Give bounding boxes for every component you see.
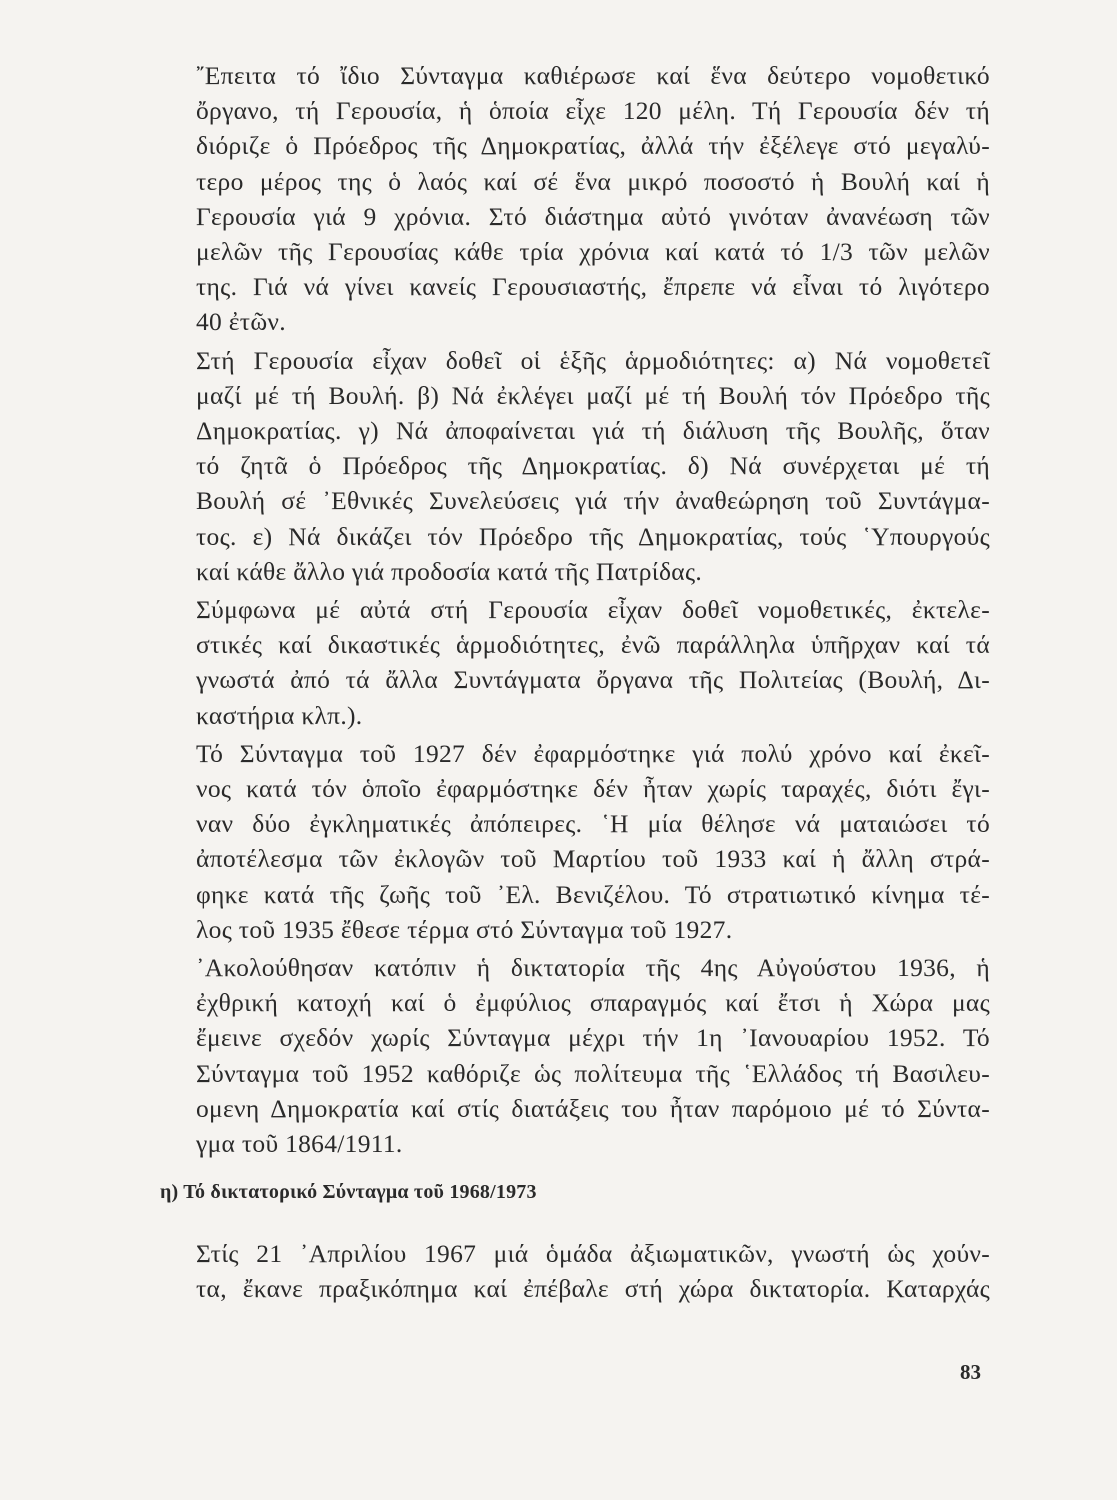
text-line: τος. ε) Νά δικάζει τόν Πρόεδρο τῆς Δημοκρατίας, τούς ῾Υπουργούς xyxy=(196,521,990,551)
text-line: τό ζητᾶ ὁ Πρόεδρος τῆς Δημοκρατίας. δ) Νά συνέρχεται μέ τή xyxy=(196,451,990,481)
text-line: Δημοκρατίας. γ) Νά ἀποφαίνεται γιά τή διάλυση τῆς Βουλῆς, ὅταν xyxy=(196,416,990,446)
text-line: ναν δύο ἐγκληματικές ἀπόπειρες. ῾Η μία θέλησε νά ματαιώσει τό xyxy=(196,809,990,839)
text-line: ἔμεινε σχεδόν χωρίς Σύνταγμα μέχρι τήν 1η ᾿Ιανουαρίου 1952. Τό xyxy=(196,1023,990,1053)
text-line: μαζί μέ τή Βουλή. β) Νά ἐκλέγει μαζί μέ τή Βουλή τόν Πρόεδρο τῆς xyxy=(196,380,990,410)
paragraph-senate-composition xyxy=(160,58,990,340)
text-line: ᾿Ακολούθησαν κατόπιν ἡ δικτατορία τῆς 4ης Αὐγούστου 1936, ἡ xyxy=(196,953,990,983)
page-number: 83 xyxy=(960,1360,981,1384)
text-line: ομενη Δημοκρατία καί στίς διατάξεις του ἦταν παρόμοιο μέ τό Σύντα- xyxy=(196,1093,990,1123)
text-line: γμα τοῦ 1864/1911. xyxy=(196,1129,403,1159)
text-line: στικές καί δικαστικές ἁρμοδιότητες, ἐνῶ παράλληλα ὑπῆρχαν καί τά xyxy=(196,630,990,660)
text-line: 40 ἐτῶν. xyxy=(196,307,286,337)
text-line: τερο μέρος της ὁ λαός καί σέ ἕνα μικρό ποσοστό ἡ Βουλή καί ἡ xyxy=(196,166,990,196)
text-line: τα, ἔκανε πραξικόπημα καί ἐπέβαλε στή χώρα δικτατορία. Καταρχάς xyxy=(196,1274,990,1304)
text-line: γνωστά ἀπό τά ἄλλα Συντάγματα ὄργανα τῆς Πολιτείας (Βουλή, Δι- xyxy=(196,665,990,695)
text-line: ἀποτέλεσμα τῶν ἐκλογῶν τοῦ Μαρτίου τοῦ 1933 καί ἡ ἄλλη στρά- xyxy=(196,844,990,874)
text-line: της. Γιά νά γίνει κανείς Γερουσιαστής, ἔπρεπε νά εἶναι τό λιγότερο xyxy=(196,272,990,302)
text-line: Στή Γερουσία εἶχαν δοθεῖ οἱ ἑξῆς ἁρμοδιότητες: α) Νά νομοθετεῖ xyxy=(196,345,990,375)
paragraph-senate-powers xyxy=(160,343,990,589)
paragraph-1927-constitution xyxy=(160,736,990,947)
text-line: καστήρια κλπ.). xyxy=(196,700,363,730)
paragraph-1952-constitution xyxy=(160,950,990,1161)
text-line: νος κατά τόν ὁποῖο ἐφαρμόστηκε δέν ἦταν χωρίς ταραχές, διότι ἔγι- xyxy=(196,774,990,804)
body-text-continued xyxy=(160,1236,990,1306)
body-text xyxy=(160,58,990,1161)
text-line: καί κάθε ἄλλο γιά προδοσία κατά τῆς Πατρίδας. xyxy=(196,556,703,586)
section-heading: η) Τό δικτατορικό Σύνταγμα τοῦ 1968/1973 xyxy=(160,1181,537,1203)
text-line: ὄργανο, τή Γερουσία, ἡ ὁποία εἶχε 120 μέλη. Τή Γερουσία δέν τή xyxy=(196,96,990,126)
text-line: διόριζε ὁ Πρόεδρος τῆς Δημοκρατίας, ἀλλά τήν ἐξέλεγε στό μεγαλύ- xyxy=(196,131,990,161)
text-line: Στίς 21 ᾿Απριλίου 1967 μιά ὁμάδα ἀξιωματικῶν, γνωστή ὡς χούν- xyxy=(196,1239,990,1268)
paragraph-1967-coup xyxy=(160,1236,990,1306)
text-line: λος τοῦ 1935 ἔθεσε τέρμα στό Σύνταγμα τοῦ 1927. xyxy=(196,914,733,944)
text-line: ἐχθρική κατοχή καί ὁ ἐμφύλιος σπαραγμός καί ἔτσι ἡ Χώρα μας xyxy=(196,988,990,1018)
text-line: Γερουσία γιά 9 χρόνια. Στό διάστημα αὐτό γινόταν ἀνανέωση τῶν xyxy=(196,201,990,231)
text-line: Βουλή σέ ᾿Εθνικές Συνελεύσεις γιά τήν ἀναθεώρηση τοῦ Συντάγμα- xyxy=(196,486,990,516)
text-line: Σύνταγμα τοῦ 1952 καθόριζε ὡς πολίτευμα τῆς ῾Ελλάδος τή Βασιλευ- xyxy=(196,1058,990,1088)
text-line: Τό Σύνταγμα τοῦ 1927 δέν ἐφαρμόστηκε γιά πολύ χρόνο καί ἐκεῖ- xyxy=(196,738,990,768)
text-line: ῎Επειτα τό ἴδιο Σύνταγμα καθιέρωσε καί ἕνα δεύτερο νομοθετικό xyxy=(196,61,990,90)
text-line: μελῶν τῆς Γερουσίας κάθε τρία χρόνια καί κατά τό 1/3 τῶν μελῶν xyxy=(196,237,990,267)
text-line: φηκε κατά τῆς ζωῆς τοῦ ᾿Ελ. Βενιζέλου. Τό στρατιωτικό κίνημα τέ- xyxy=(196,879,990,909)
paragraph-senate-summary xyxy=(160,592,990,733)
text-line: Σύμφωνα μέ αὐτά στή Γερουσία εἶχαν δοθεῖ νομοθετικές, ἐκτελε- xyxy=(196,595,990,625)
